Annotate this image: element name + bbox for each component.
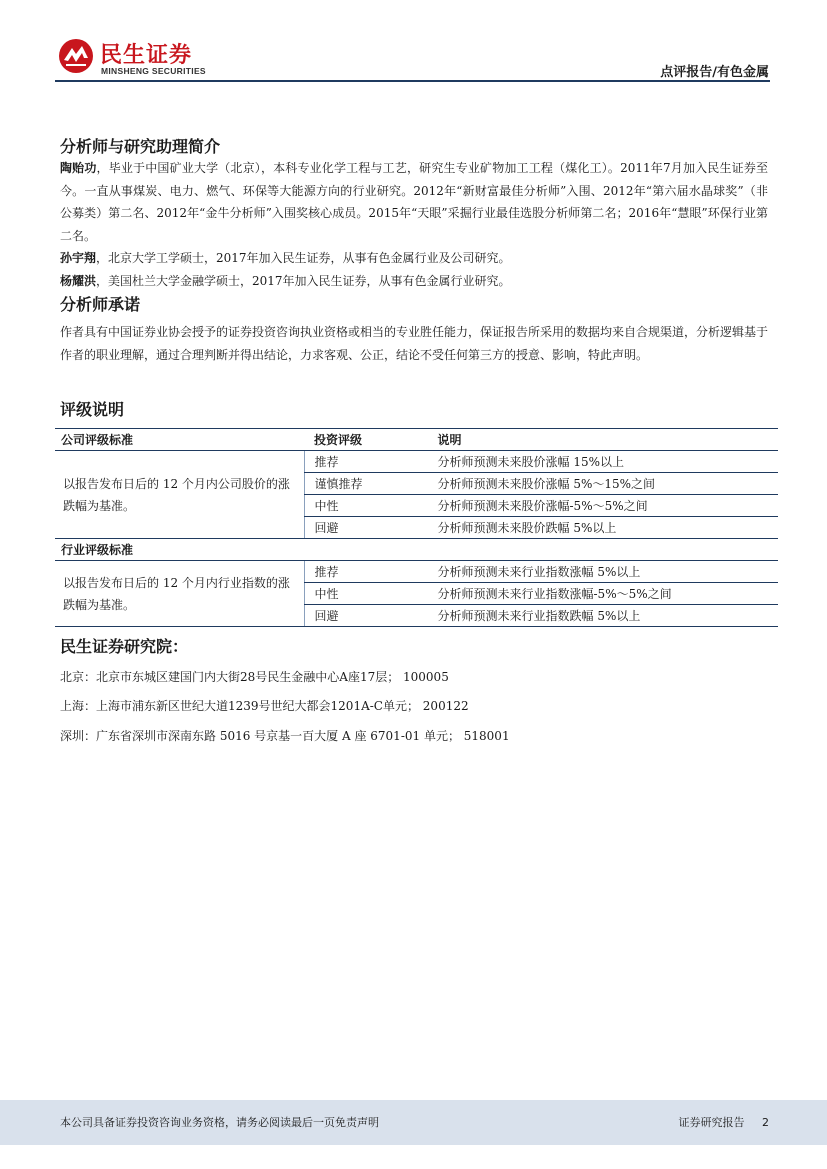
company-standard-desc: 以报告发布日后的 12 个月内公司股价的涨跌幅为基准。 [55,451,304,539]
analyst-entry [60,157,768,247]
analyst-entry [60,270,768,293]
header-investment-rating: 投资评级 [304,429,425,451]
table-row [55,561,778,583]
industry-standard-desc: 以报告发布日后的 12 个月内行业指数的涨跌幅为基准。 [55,561,304,627]
analyst-entry [60,247,768,270]
minsheng-logo-icon [58,38,94,74]
footer-right [665,1114,770,1130]
industry-header-row [55,539,778,561]
analyst-bio: ，北京大学工学硕士，2017年加入民生证券，从事有色金属行业及公司研究。 [96,251,511,265]
commitment-section-title: 分析师承诺 [60,295,141,314]
analyst-bio: ，美国杜兰大学金融学硕士，2017年加入民生证券，从事有色金属行业研究。 [96,273,511,288]
rating-table-header [55,429,778,451]
page-number: 2 [762,1116,769,1129]
analysts-section-title: 分析师与研究助理简介 [60,137,221,156]
commitment-text: 作者具有中国证券业协会授予的证券投资咨询执业资格或相当的专业胜任能力，保证报告所采用的数据均来自合规渠道，分析逻辑基于作者的职业理解，通过合理判断并得出结论，力求客观、公正，结论不受任何第三方的授意、影响，特此声明。 [60,325,769,362]
address-shanghai: 上海：上海市浦东新区世纪大道1239号世纪大都会1201A-C单元； 200122 [60,699,469,713]
rating-explanation: 分析师预测未来行业指数跌幅 5%以上 [425,605,779,627]
page-header [0,0,827,100]
institute-section-title: 民生证券研究院： [60,637,189,656]
analyst-name: 杨耀洪 [60,273,97,288]
header-company-standard: 公司评级标准 [55,429,304,451]
analyst-name: 陶贻功 [60,161,97,175]
rating-explanation: 分析师预测未来股价涨幅 5%～15%之间 [425,473,779,495]
analyst-name: 孙宇翔 [60,251,97,265]
rating-section-title: 评级说明 [60,400,125,419]
analyst-bios [60,157,768,292]
company-logo [58,38,218,78]
rating-explanation: 分析师预测未来股价涨幅-5%～5%之间 [425,495,779,517]
address-shenzhen: 深圳：广东省深圳市深南东路 5016 号京基一百大厦 A 座 6701-01 单元； 518001 [60,729,510,743]
rating-value: 回避 [304,605,425,627]
industry-standard-header: 行业评级标准 [55,539,778,561]
footer-disclaimer: 本公司具备证券投资咨询业务资格，请务必阅读最后一页免责声明 [60,1116,379,1129]
rating-value: 中性 [304,583,425,605]
rating-explanation: 分析师预测未来股价涨幅 15%以上 [425,451,779,473]
rating-explanation: 分析师预测未来股价跌幅 5%以上 [425,517,779,539]
report-type-label: 点评报告/有色金属 [660,65,769,80]
header-divider [55,80,770,82]
rating-value: 回避 [304,517,425,539]
logo-chinese-text: 民生证券 [100,43,193,68]
rating-table [55,428,778,627]
rating-value: 谨慎推荐 [304,473,425,495]
rating-value: 推荐 [304,561,425,583]
rating-explanation: 分析师预测未来行业指数涨幅-5%～5%之间 [425,583,779,605]
address-beijing: 北京：北京市东城区建国门内大街28号民生金融中心A座17层； 100005 [60,670,449,684]
footer-doc-type: 证券研究报告 [678,1116,745,1129]
analyst-bio: ，毕业于中国矿业大学（北京），本科专业化学工程与工艺，研究生专业矿物加工工程（煤化工）。2011年7月加入民生证券至今。一直从事煤炭、电力、燃气、环保等大能源方向的行业研究。2012年“新财富最佳分析师”入围、2012年“第六届水晶球奖”（非公募类）第二名、2012年“金牛分析师”入围奖核心成员。2015年“天眼”采掘行业最佳选股分析师第二名；2016年“慧眼”环保行业第二名。 [60,161,768,243]
header-explanation: 说明 [425,429,779,451]
table-row [55,451,778,473]
rating-value: 中性 [304,495,425,517]
logo-english-text: MINSHENG SECURITIES [101,66,206,76]
rating-value: 推荐 [304,451,425,473]
rating-explanation: 分析师预测未来行业指数涨幅 5%以上 [425,561,779,583]
page-footer [0,1100,827,1145]
